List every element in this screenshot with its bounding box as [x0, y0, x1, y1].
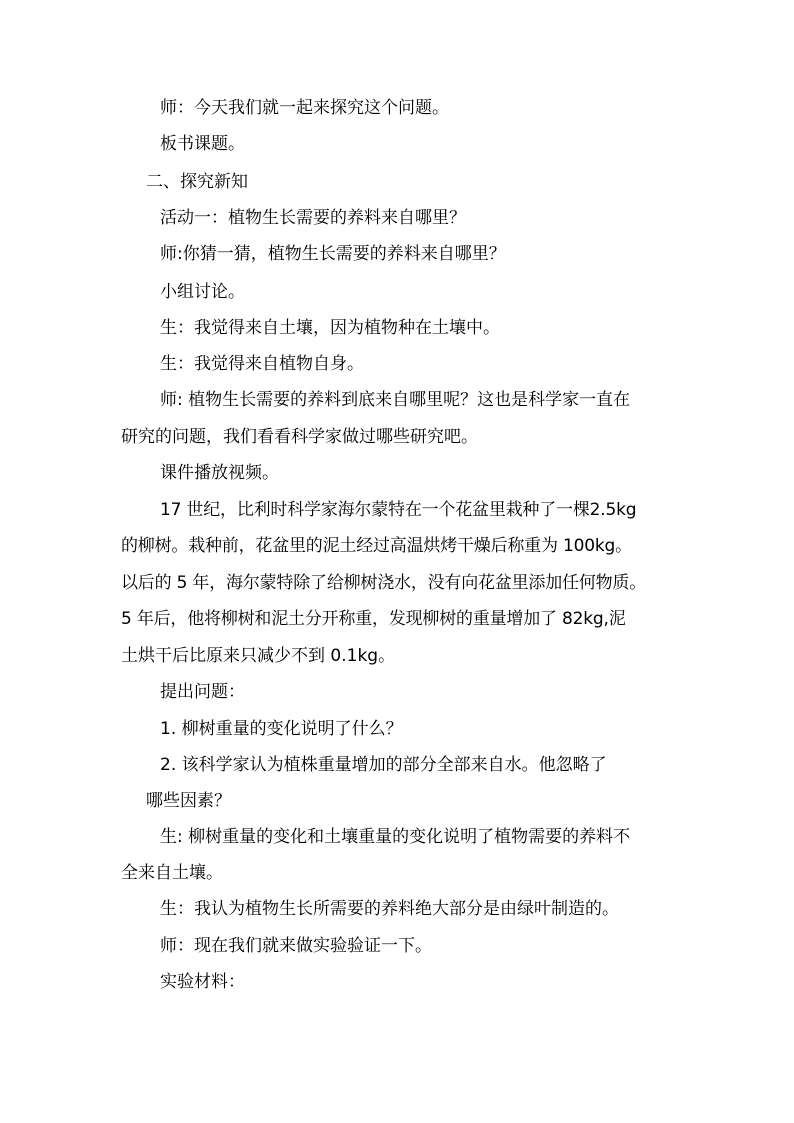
- paragraph-teacher-research-line2: 研究的问题，我们看看科学家做过哪些研究吧。: [121, 427, 478, 447]
- paragraph-history-line2: 的柳树。栽种前，花盆里的泥土经过高温烘烤干燥后称重为 100kg。: [121, 536, 632, 556]
- list-item-question-2-line1: 2. 该科学家认为植株重量增加的部分全部来自水。他忽略了: [160, 755, 607, 775]
- paragraph-teacher-question: 师:你猜一猜，植物生长需要的养料来自哪里？: [160, 244, 506, 264]
- paragraph-student-analysis-line2: 全来自土壤。: [121, 863, 223, 883]
- list-item-question-1: 1. 柳树重量的变化说明了什么？: [160, 719, 403, 739]
- activity-one-heading: 活动一：植物生长需要的养料来自哪里？: [160, 208, 466, 228]
- paragraph-history-line4: 5 年后，他将柳树和泥土分开称重，发现柳树的重量增加了 82kg,泥: [121, 609, 626, 629]
- paragraph-history-line5: 土烘干后比原来只减少不到 0.1kg。: [121, 646, 396, 666]
- paragraph-student-analysis-line1: 生: 柳树重量的变化和土壤重量的变化说明了植物需要的养料不: [160, 827, 631, 847]
- paragraph-teacher-intro: 师：今天我们就一起来探究这个问题。: [160, 98, 449, 118]
- paragraph-history-line1: 17 世纪，比利时科学家海尔蒙特在一个花盆里栽种了一棵2.5kg: [160, 500, 637, 520]
- paragraph-teacher-experiment: 师：现在我们就来做实验验证一下。: [160, 936, 432, 956]
- paragraph-board-title: 板书课题。: [160, 134, 245, 154]
- paragraph-play-video: 课件播放视频。: [160, 463, 279, 483]
- paragraph-student-hypothesis: 生：我认为植物生长所需要的养料绝大部分是由绿叶制造的。: [160, 899, 619, 919]
- paragraph-teacher-research-line1: 师: 植物生长需要的养料到底来自哪里呢？这也是科学家一直在: [160, 390, 631, 410]
- section-heading-explore: 二、探究新知: [146, 172, 248, 192]
- paragraph-student-answer-1: 生：我觉得来自土壤，因为植物种在土壤中。: [160, 318, 500, 338]
- paragraph-group-discussion: 小组讨论。: [160, 282, 245, 302]
- paragraph-student-answer-2: 生：我觉得来自植物自身。: [160, 354, 364, 374]
- paragraph-history-line3: 以后的 5 年，海尔蒙特除了给柳树浇水，没有向花盆里添加任何物质。: [121, 573, 647, 593]
- paragraph-raise-questions: 提出问题：: [160, 682, 245, 702]
- list-item-question-2-line2: 哪些因素？: [146, 791, 231, 811]
- paragraph-experiment-materials: 实验材料：: [160, 972, 245, 992]
